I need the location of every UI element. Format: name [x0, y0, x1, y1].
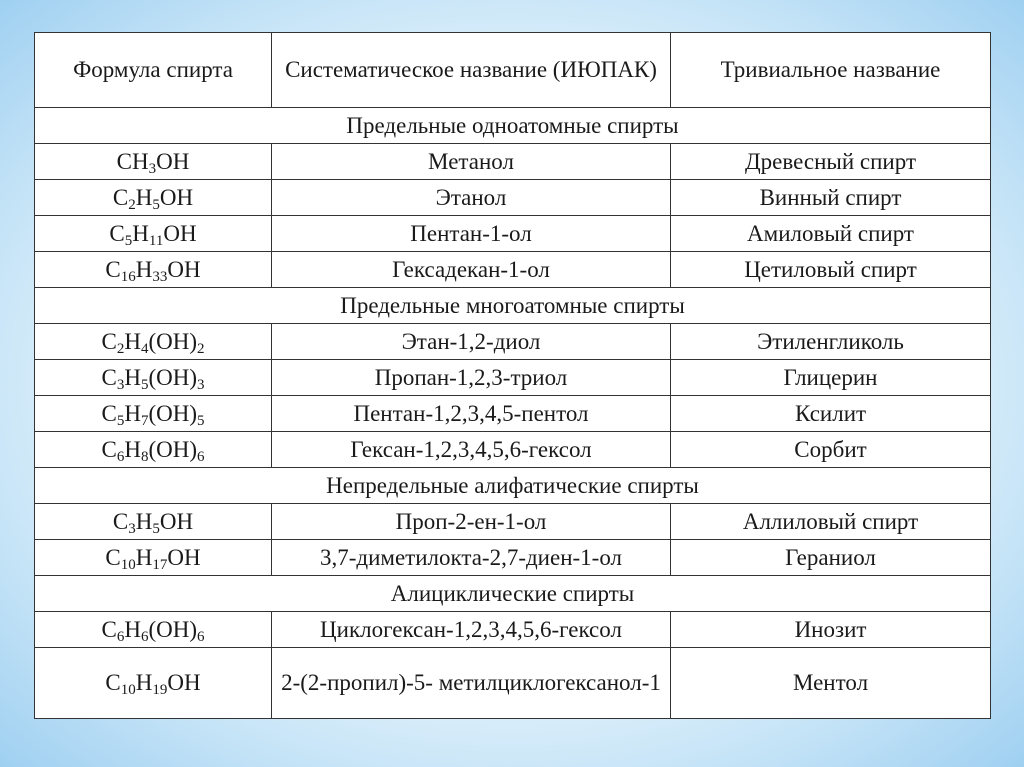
formula-cell	[35, 360, 272, 396]
trivial-name-cell: Древесный спирт	[671, 144, 991, 180]
formula-part: C	[101, 436, 117, 462]
formula-part: OH	[167, 256, 201, 282]
formula-part: H	[124, 616, 141, 642]
systematic-name-cell: Этанол	[272, 180, 671, 216]
formula-cell	[35, 504, 272, 540]
trivial-name-cell: Аллиловый спирт	[671, 504, 991, 540]
formula-part: H	[135, 508, 153, 534]
formula-part: C	[101, 400, 117, 426]
formula-subscript: 10	[120, 682, 136, 698]
formula-cell	[35, 180, 272, 216]
header-systematic: Систематическое название (ИЮПАК)	[272, 33, 671, 108]
systematic-name-cell: Пропан-1,2,3-триол	[272, 360, 671, 396]
formula-subscript: 6	[197, 628, 205, 645]
formula-part: (OH)	[148, 364, 197, 390]
formula-subscript: 5	[124, 232, 133, 249]
trivial-name-cell: Этиленгликоль	[671, 324, 991, 360]
formula-cell	[35, 612, 272, 648]
trivial-name-cell: Глицерин	[671, 360, 991, 396]
formula-part: C	[101, 616, 117, 642]
trivial-name-cell: Ментол	[671, 648, 991, 719]
formula-cell	[35, 252, 272, 288]
systematic-name-cell: Этан-1,2-диол	[272, 324, 671, 360]
table-row	[35, 504, 991, 540]
formula-subscript: 6	[197, 448, 205, 465]
table-row	[35, 648, 991, 719]
formula-part: H	[135, 670, 153, 695]
formula-subscript: 11	[148, 232, 164, 249]
formula-subscript: 6	[116, 628, 125, 645]
formula-part: C	[105, 670, 121, 695]
formula-subscript: 5	[197, 412, 205, 429]
formula-part: OH	[159, 508, 194, 534]
formula-part: H	[135, 256, 153, 282]
systematic-name-cell: Пентан-1-ол	[272, 216, 671, 252]
formula-part: H	[132, 220, 149, 246]
formula-subscript: 8	[140, 448, 149, 465]
formula-part: H	[135, 184, 153, 210]
formula-subscript: 3	[148, 160, 157, 177]
formula-part: H	[124, 328, 141, 354]
table-row	[35, 144, 991, 180]
table-row	[35, 540, 991, 576]
section-title: Предельные одноатомные спирты	[35, 108, 991, 144]
systematic-name-cell: Гексадекан-1-ол	[272, 252, 671, 288]
formula-part: OH	[163, 220, 197, 246]
formula-part: CH	[116, 148, 149, 174]
formula-part: OH	[159, 184, 194, 210]
formula-part: (OH)	[148, 436, 197, 462]
formula-cell	[35, 648, 272, 719]
systematic-name-cell: 3,7-диметилокта-2,7-диен-1-ол	[272, 540, 671, 576]
header-trivial: Тривиальное название	[671, 33, 991, 108]
formula-subscript: 33	[152, 268, 168, 285]
formula-part: C	[112, 508, 129, 534]
formula-part: (OH)	[148, 400, 197, 426]
table-row	[35, 396, 991, 432]
header-row	[35, 33, 991, 108]
table-body	[35, 108, 991, 719]
section-row	[35, 108, 991, 144]
section-row	[35, 288, 991, 324]
formula-subscript: 6	[140, 628, 149, 645]
formula-part: C	[105, 544, 121, 570]
systematic-name-cell: Гексан-1,2,3,4,5,6-гексол	[272, 432, 671, 468]
table-row	[35, 216, 991, 252]
formula-subscript: 2	[116, 340, 125, 357]
formula-part: C	[109, 220, 125, 246]
formula-subscript: 3	[116, 376, 125, 393]
formula-subscript: 17	[152, 556, 168, 573]
table-row	[35, 612, 991, 648]
formula-subscript: 7	[140, 412, 149, 429]
section-row	[35, 468, 991, 504]
formula-part: (OH)	[148, 616, 197, 642]
formula-cell	[35, 432, 272, 468]
trivial-name-cell: Инозит	[671, 612, 991, 648]
table-row	[35, 324, 991, 360]
formula-part: H	[124, 400, 141, 426]
section-row	[35, 576, 991, 612]
formula-subscript: 3	[197, 376, 205, 393]
trivial-name-cell: Амиловый спирт	[671, 216, 991, 252]
formula-part: C	[105, 256, 121, 282]
formula-subscript: 5	[152, 520, 160, 537]
trivial-name-cell: Гераниол	[671, 540, 991, 576]
section-title: Алициклические спирты	[35, 576, 991, 612]
table-row	[35, 360, 991, 396]
table-row	[35, 180, 991, 216]
systematic-name-cell: 2-(2-пропил)-5- метилциклогексанол-1	[272, 648, 671, 719]
header-formula: Формула спирта	[35, 33, 272, 108]
formula-part: (OH)	[148, 328, 197, 354]
formula-subscript: 3	[128, 520, 136, 537]
formula-part: OH	[167, 670, 201, 695]
formula-part: C	[112, 184, 129, 210]
systematic-name-cell: Метанол	[272, 144, 671, 180]
slide	[20, 20, 1004, 747]
formula-cell	[35, 540, 272, 576]
formula-part: OH	[156, 148, 190, 174]
trivial-name-cell: Цетиловый спирт	[671, 252, 991, 288]
trivial-name-cell: Ксилит	[671, 396, 991, 432]
formula-cell	[35, 396, 272, 432]
formula-part: OH	[167, 544, 201, 570]
formula-part: C	[101, 364, 117, 390]
formula-subscript: 5	[116, 412, 125, 429]
formula-part: H	[124, 436, 141, 462]
formula-subscript: 19	[152, 682, 168, 698]
section-title: Предельные многоатомные спирты	[35, 288, 991, 324]
formula-cell	[35, 144, 272, 180]
section-title: Непредельные алифатические спирты	[35, 468, 991, 504]
trivial-name-cell: Винный спирт	[671, 180, 991, 216]
formula-subscript: 2	[128, 196, 136, 213]
formula-part: H	[124, 364, 141, 390]
formula-cell	[35, 324, 272, 360]
systematic-name-cell: Проп-2-ен-1-ол	[272, 504, 671, 540]
table-row	[35, 252, 991, 288]
formula-part: C	[101, 328, 117, 354]
systematic-name-cell: Циклогексан-1,2,3,4,5,6-гексол	[272, 612, 671, 648]
formula-subscript: 4	[140, 340, 149, 357]
formula-part: H	[135, 544, 153, 570]
formula-cell	[35, 216, 272, 252]
formula-subscript: 5	[140, 376, 149, 393]
formula-subscript: 2	[197, 340, 205, 357]
formula-subscript: 6	[116, 448, 125, 465]
trivial-name-cell: Сорбит	[671, 432, 991, 468]
formula-subscript: 10	[120, 556, 136, 573]
formula-subscript: 5	[152, 196, 160, 213]
systematic-name-cell: Пентан-1,2,3,4,5-пентол	[272, 396, 671, 432]
formula-subscript: 16	[120, 268, 136, 285]
table-row	[35, 432, 991, 468]
alcohol-table	[34, 32, 991, 719]
